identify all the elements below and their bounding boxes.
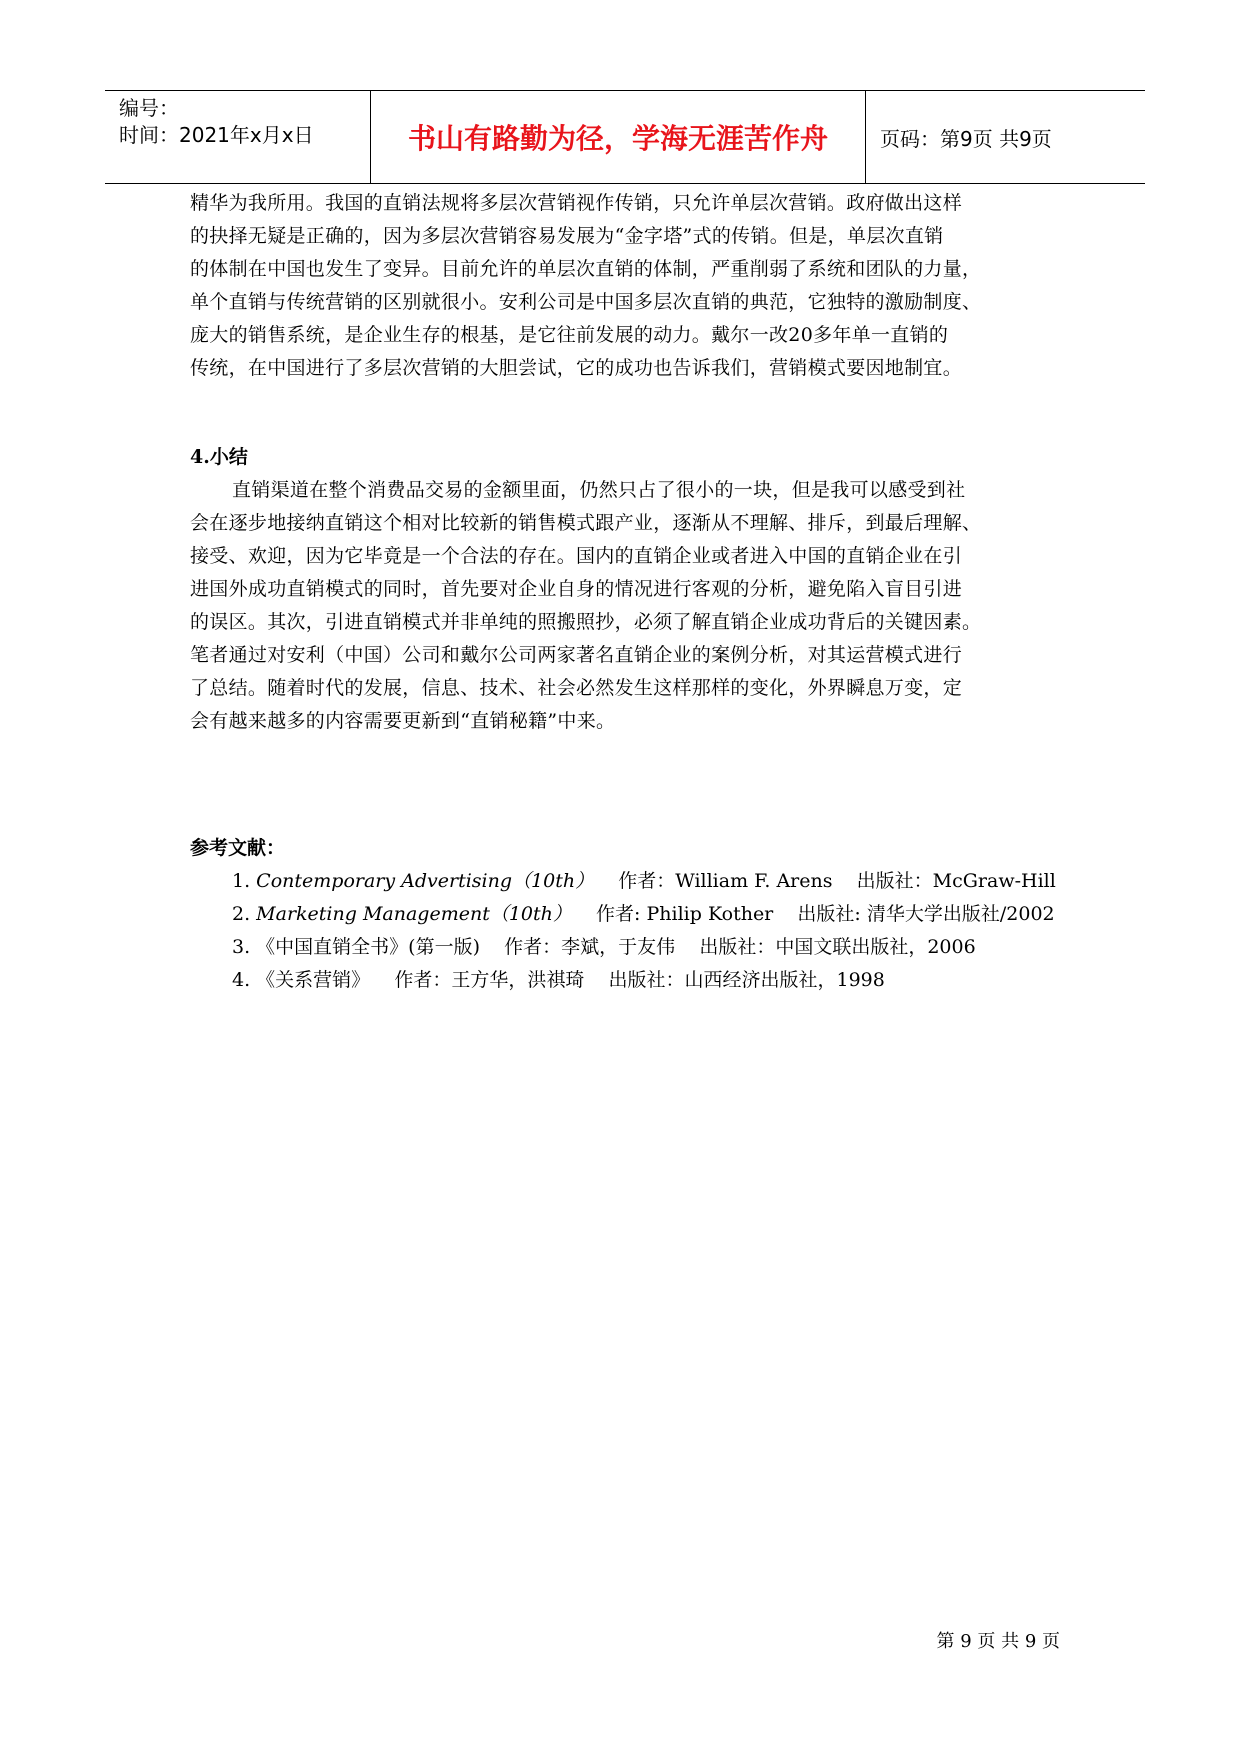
reference-number: 2. bbox=[232, 903, 257, 925]
reference-details: 作者：William F. Arens 出版社：McGraw-Hill bbox=[594, 870, 1056, 892]
document-number-label: 编号： bbox=[119, 96, 179, 120]
reference-title: Marketing Management（10th） bbox=[256, 903, 572, 925]
header-motto: 书山有路勤为径，学海无涯苦作舟 bbox=[371, 91, 866, 183]
reference-details: 《关系营销》 作者：王方华，洪祺琦 出版社：山西经济出版社，1998 bbox=[256, 969, 885, 991]
reference-item bbox=[190, 964, 1090, 997]
reference-item bbox=[190, 898, 1090, 931]
page-header bbox=[105, 90, 1145, 184]
header-left-cell bbox=[105, 91, 371, 183]
reference-details: 作者: Philip Kother 出版社: 清华大学出版社/2002 bbox=[571, 903, 1055, 925]
text-line: 接受、欢迎，因为它毕竟是一个合法的存在。国内的直销企业或者进入中国的直销企业在引 bbox=[190, 545, 963, 567]
reference-number: 1. bbox=[232, 870, 257, 892]
document-time-label: 时间：2021年x月x日 bbox=[119, 123, 314, 147]
text-line: 单个直销与传统营销的区别就很小。安利公司是中国多层次直销的典范，它独特的激励制度、 bbox=[190, 291, 982, 313]
paragraph-continuation bbox=[190, 187, 1070, 385]
text-line: 的抉择无疑是正确的，因为多层次营销容易发展为“金字塔”式的传销。但是，单层次直销 bbox=[190, 225, 944, 247]
reference-number: 4. bbox=[232, 969, 257, 991]
reference-item bbox=[190, 931, 1090, 964]
text-line: 精华为我所用。我国的直销法规将多层次营销视作传销，只允许单层次营销。政府做出这样 bbox=[190, 192, 963, 214]
text-line: 传统，在中国进行了多层次营销的大胆尝试，它的成功也告诉我们，营销模式要因地制宜。 bbox=[190, 357, 963, 379]
header-page-number: 页码：第9页 共9页 bbox=[880, 126, 1052, 151]
page-footer: 第 9 页 共 9 页 bbox=[936, 1631, 1060, 1652]
reference-title: Contemporary Advertising（10th） bbox=[256, 870, 595, 892]
references-heading: 参考文献： bbox=[190, 837, 286, 859]
section-summary bbox=[190, 441, 1070, 738]
text-line: 会在逐步地接纳直销这个相对比较新的销售模式跟产业，逐渐从不理解、排斥，到最后理解、 bbox=[190, 512, 982, 534]
reference-number: 3. bbox=[232, 936, 257, 958]
text-line: 会有越来越多的内容需要更新到“直销秘籍”中来。 bbox=[190, 710, 616, 732]
text-line: 庞大的销售系统，是企业生存的根基，是它往前发展的动力。戴尔一改20多年单一直销的 bbox=[190, 324, 949, 346]
reference-item bbox=[190, 865, 1090, 898]
reference-details: 《中国直销全书》(第一版) 作者：李斌，于友伟 出版社：中国文联出版社，2006 bbox=[256, 936, 976, 958]
text-line: 的体制在中国也发生了变异。目前允许的单层次直销的体制，严重削弱了系统和团队的力量， bbox=[190, 258, 982, 280]
text-line: 了总结。随着时代的发展，信息、技术、社会必然发生这样那样的变化，外界瞬息万变，定 bbox=[190, 677, 963, 699]
text-line: 的误区。其次，引进直销模式并非单纯的照搬照抄，必须了解直销企业成功背后的关键因素。 bbox=[190, 611, 982, 633]
references-section bbox=[190, 832, 1090, 997]
text-line: 进国外成功直销模式的同时，首先要对企业自身的情况进行客观的分析，避免陷入盲目引进 bbox=[190, 578, 963, 600]
text-line: 直销渠道在整个消费品交易的金额里面，仍然只占了很小的一块，但是我可以感受到社 bbox=[232, 479, 966, 501]
section-heading: 4.小结 bbox=[190, 446, 248, 468]
text-line: 笔者通过对安利（中国）公司和戴尔公司两家著名直销企业的案例分析，对其运营模式进行 bbox=[190, 644, 963, 666]
